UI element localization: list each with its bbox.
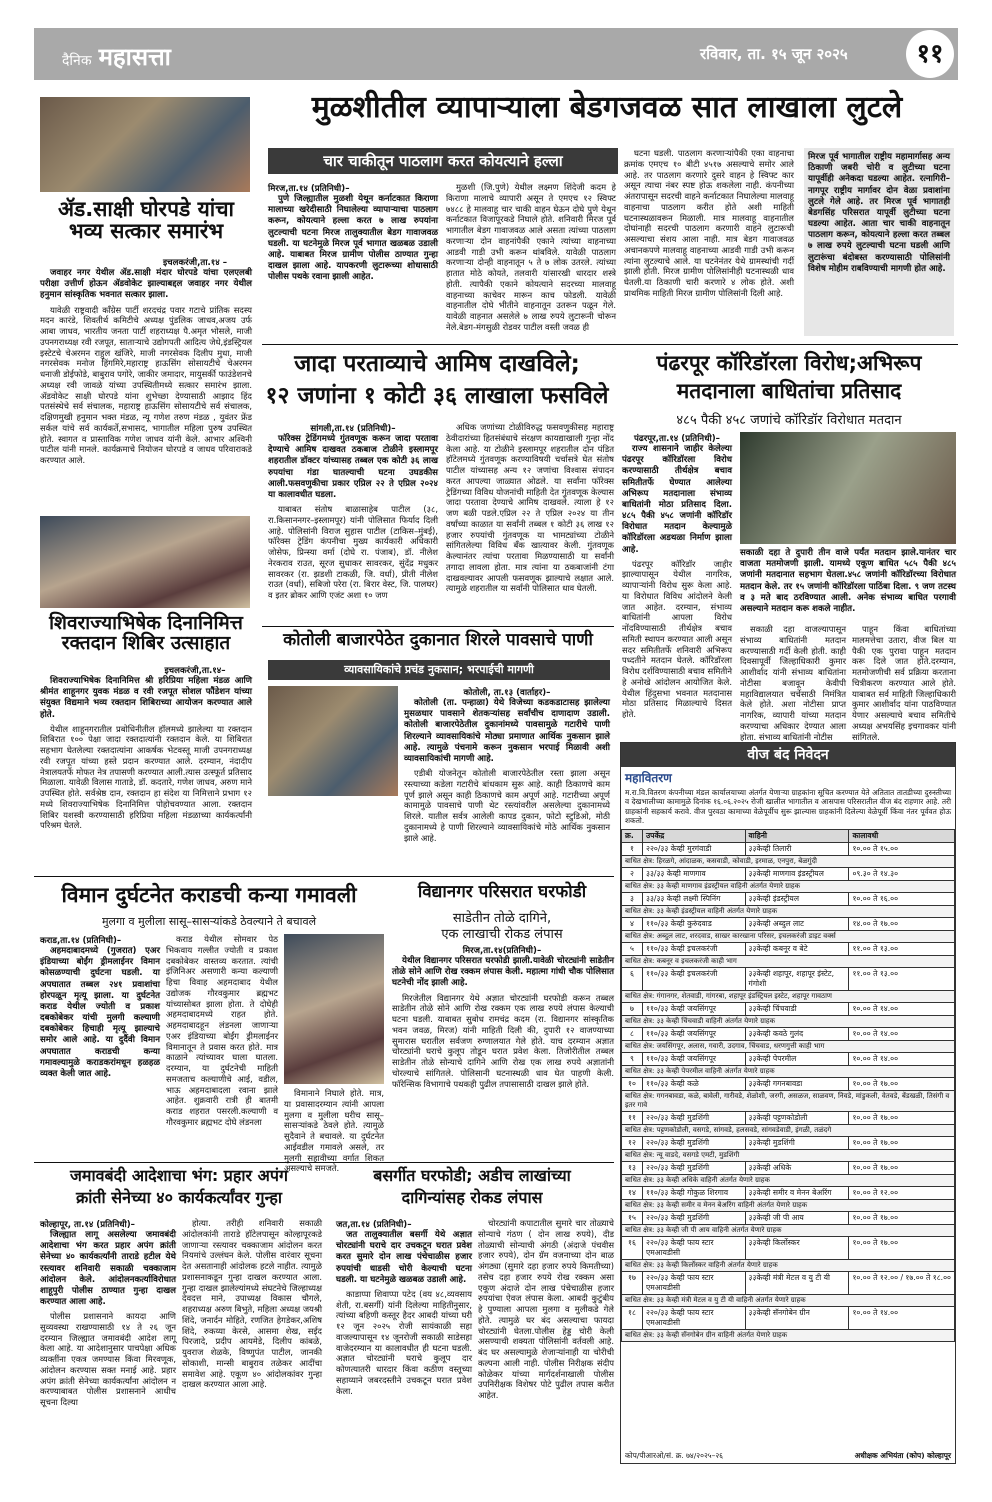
- row-number: ९: [622, 1052, 643, 1065]
- row-substation: ३३/३३ केव्ही माणगाव: [643, 867, 746, 880]
- row-number: २: [622, 867, 643, 880]
- row-duration: १०.०० ते १७.००: [849, 1077, 955, 1090]
- pandharpur-col-2: [740, 624, 846, 742]
- main-sidebar-text: मिरज पूर्व भागातील राष्ट्रीय महामार्गासह अन्य ठिकाणी जबरी चोरी व लुटीच्या घटना यापूर्वीही अनेकदा घडल्या आहेत. रत्नागिरी–नागपूर राष्ट्रीय मार्गावर दोन वेळा प्रवाशांना लुटले गेले आहे. तर मिरज पूर्व भागातही बेडगसिंह परिसरात यापूर्वी लुटीच्या घटना घडल्या आहेत. आता चार चाकी वाहनातून पाठलाग करून, कोयत्याने हल्ला करत तब्बल ७ लाख रुपये लुटल्याची घटना घडली आणि लुटारूंचा बंदोबस्त करण्यासाठी पोलिसांनी विशेष मोहीम राबविण्याची मागणी होत आहे.: [808, 152, 950, 274]
- row-affected-area: बाधित क्षेत्र: ३३ केव्ही जी पी आय वाहिनी अंतर्गत येणारे ग्राहक: [622, 1224, 955, 1236]
- pandharpur-text-1: पंढरपूर कॉरिडॉर जाहीर झाल्यापासून येथील नागरिक, व्यापाऱ्यांनी विरोध सुरू केला आहे. या विरोधात विविध आंदोलने केली जात आहेत. दरम्यान, संभाव्य बाधितांनी आपला विरोध नोंदविण्यासाठी तीर्थक्षेत्र बचाव समिती स्थापन करण्यात आली असून सदर समितीतर्फे शनिवारी अभिरूप पध्दतीने मतदान घेतले. कॉरिडॉरला विरोध दर्शविण्यासाठी बचाव समितीने हे अनोखे आंदोलन आयोजित केले. येथील हिंदुसभा भवनात मतदानास मोठा प्रतिसाद मिळाल्याचे दिसत होते.: [622, 558, 732, 720]
- row-affected-area: बाधित क्षेत्र: गगनबावडा, कळे, बावेली, गारीवडे, शेळोशी, जरगी, असळज, साळवण, निवडे, मांडुकली, वेतवडे, बेंडखळी, तिसंगी व इतर गावे: [622, 1090, 955, 1111]
- prahar-headline-1: जमावबंदी आदेशाचा भंग: प्रहार अपंग: [70, 1166, 288, 1185]
- main-text-2: घटना घडली. पाठलाग करणाऱ्यांपैकी एका वाहनाचा क्रमांक एमएच १० बीटी ४५१७ असल्याचे समोर आले आहे. तर पाठलाग करणारे दुसरे वाहन हे स्विफ्ट कार असून त्याचा नंबर स्पष्ट होऊ शकलेला नाही. कंपनीच्या अंतरापासून सदरची वाहने कर्नाटकात निघालेल्या मालवाहू वाहनाचा पाठलाग करीत होते अशी माहिती घटनास्थळावरून मिळाली. मात्र मालवाहू वाहनातील दोघांनाही सदरची पाठलाग करणारी वाहने लुटारूची असल्याचा संशय आला नाही. मात्र बेडग गावाजवळ अचानकपणे मालवाहू वाहनाच्या आडवी गाडी उभी करून त्यांना लुटल्याचे आले. या घटनेनंतर येथे ग्रामस्थांची गर्दी झाली होती. मिरज ग्रामीण पोलिसांनीही घटनास्थळी धाव घेतली.या ठिकाणी चारी करणारे ४ लोक होते. अशी प्राथमिक माहिती मिरज ग्रामीण पोलिसांनी दिली आहे.: [624, 148, 794, 298]
- power-table-area-row: [622, 1224, 955, 1236]
- power-table-area-row: [622, 905, 955, 917]
- burglary1-subhead-1: साडेतीन तोळे दागिने,: [452, 911, 552, 926]
- blood-dateline: इचलकरंजी,ता.१४–: [164, 666, 226, 676]
- row-number: १६: [622, 1236, 643, 1259]
- row-substation: ११०/३३ केव्ही जयसिंगपूर: [643, 1052, 746, 1065]
- burglary2-text-1: काडाप्पा शिवाप्पा पटेद (वय ४८,व्यवसाय शेती, रा.बसर्गी) यांनी दिलेल्या माहितीनुसार, त्यांच्या बहिणी कस्तूर हैदर आबदी यांच्या घरी १२ जून २०२५ रोजी सायंकाळी सहा वाजल्यापासून १४ जूनरोजी सकाळी साडेसहा वाजेदरम्यान या कालावधीत ही घटना घडली. अज्ञात चोरट्यांनी घराचे कुलूप दार कोणत्यातरी धारदार किंवा कठीण वस्तूच्या सहाय्याने जबरदस्तीने उचकटून घरात प्रवेश केला.: [336, 1288, 472, 1396]
- main-col-3: [624, 148, 794, 340]
- burglary2-col-2: [478, 1218, 614, 1470]
- plane-col-2: [166, 934, 278, 1156]
- prahar-headline-2: क्रांती सेनेच्या ४० कार्यकर्त्यांवर गुन्हा: [75, 1188, 282, 1207]
- row-feeder: ३३केव्ही अधिके: [745, 1161, 849, 1174]
- main-subhead: चार चाकीतून पाठलाग करत कोयत्याने हल्ला: [268, 148, 618, 174]
- row-duration: १०.०० ते १७.००: [849, 1236, 955, 1259]
- row-affected-area: बाधित क्षेत्र: ३३ केव्ही किर्लोस्कर वाहिनी अंतर्गत येणारे ग्राहक: [622, 1259, 955, 1271]
- sakshi-lead: जवाहर नगर येथील ॲड.साक्षी मंदार घोरपडे यांचा एलएलबी परीक्षा उत्तीर्ण होऊन ॲडवोकेट झाल्याबद्दल जवाहर नगर येथील हनुमान सांस्कृतिक भवनात सत्कार झाला.: [40, 268, 252, 301]
- burglary1-text: मिरजेतील विद्यानगर येथे अज्ञात चोरट्यांनी घरफोडी करून तब्बल साडेतीन तोळे सोने आणि रोख रक्कम एक लाख रुपये लंपास केल्याची घटना घडली. याबाबत सुबोध रामचंद्र कदम (रा. विद्यानगर सांस्कृतिक भवन जवळ, मिरज) यांनी माहिती दिली की, दुपारी १२ वाजण्याच्या सुमारास घरातील सर्वजण रुग्णालयात गेले होते. याच दरम्यान अज्ञात चोरट्यांनी घराचे कुलूप तोडून घरात प्रवेश केला. तिजोरीतील तब्बल साडेतीन तोळे सोन्याचे दागिने आणि रोख एक लाख रुपये अज्ञातांनी चोरल्याचे सांगितले. पोलिसानी घटनास्थळी धाव घेत पाहणी केली. फॉरेन्सिक विभागाचे पथकही पुढील तपासासाठी दाखल झाले होते.: [392, 992, 614, 1089]
- fraud-dateline: सांगली,ता.१४ (प्रतिनिधी)–: [310, 424, 396, 434]
- row-feeder: ३३केव्ही तिलारी: [745, 842, 849, 855]
- row-affected-area: बाधित क्षेत्र: ३३ केव्ही इंडस्ट्रीयल वाहिनी अंतर्गत येणारे ग्राहक: [622, 905, 955, 917]
- row-duration: १०.०० ते १४.००: [849, 1002, 955, 1015]
- burglary1-headline: विद्यानगर परिसरात घरफोडी: [417, 882, 587, 902]
- power-table-area-row: [622, 1149, 955, 1161]
- newspaper-name: [62, 40, 171, 73]
- blood-text: येथील शाहूनगरातील प्रबोधिनीतील हॉलमध्ये झालेल्या या रक्तदान शिबिरात १०० पेक्षा जादा रक्तदात्यांनी रक्तदान केले. या शिबिरात सहभाग घेतलेल्या रक्तदात्यांना आकर्षक भेटवस्तू माजी उपनगराध्यक्ष रवी रजपूत यांच्या हस्ते प्रदान करण्यात आले. दरम्यान, नंदादीप नेत्रालयतर्फे मोफत नेत्र तपासणी करण्यात आली.त्यास उत्स्फूर्त प्रतिसाद मिळाला. यावेळी विलास गाताडे, डॉ. कदतारे, गणेश जाधव, अरुण माने उपस्थित होते. सर्वश्रेष्ठ दान, रक्तदान हा संदेश या निमित्ताने प्रभाग १२ मध्ये शिवराज्याभिषेक दिनानिमित्त पोहोचवण्यात आला. रक्तदान शिबिर यशस्वी करण्यासाठी हरिप्रिया महिला मंडळाच्या कार्यकर्त्यांनी परिश्रम घेतले.: [40, 723, 252, 831]
- pandharpur-caption-text: सकाळी दहा ते दुपारी तीन वाजे पर्यंत मतदान झाले.यानंतर चार वाजता मतमोजणी झाली. यामध्ये एकूण बाधित ५८५ पैकी ४८५ जणांनी मतदानात सहभाग घेतला.४५८ जणांनी कॉरिडॉरच्या विरोधात मतदान केले. तर १५ जणांनी कॉरिडॉरला पाठिंबा दिला. ९ जण तटस्थ व ३ मते बाद ठरविण्यात आली. अनेक संभाव्य बाधित परगावी असल्याने मतदान करू शकले नाहीत.: [740, 548, 956, 614]
- burglary2-col-1: [336, 1230, 472, 1470]
- row-duration: ०९.३० ते १४.३०: [849, 867, 955, 880]
- main-col-2: [446, 182, 616, 340]
- row-affected-area: बाधित क्षेत्र: ३३ केव्ही मंत्री मेटल व यु टी यी वाहिनी अंतर्गत येणारे ग्राहक: [622, 1294, 955, 1306]
- row-feeder: ३३केव्ही मुडशिंगी: [745, 1136, 849, 1149]
- row-feeder: ३३केव्ही गगनबावडा: [745, 1077, 849, 1090]
- pandharpur-caption: [740, 548, 956, 620]
- col-duration: कालावधी: [849, 829, 955, 842]
- row-feeder: ३३केव्ही माणगाव इंडस्ट्रीयल: [745, 867, 849, 880]
- plane-lead: अहमदाबादमध्ये (गुजरात) एअर इंडियाच्या बोईंग ड्रीमलाईनर विमान कोसळण्याची दुर्घटना घडली. या अपघातात तब्बल २४१ प्रवाशांचा होरपळून मृत्यू झाला. या दुर्घटनेत कराड येथील ज्योती व प्रकाश दबकोबेकर यांची मुलगी कल्याणी दबकोबेकर हिचाही मृत्यू झाल्याचे समोर आले आहे. या दुर्दैवी विमान अपघातात कराडची कन्या गमावल्यामुळे कराडकरांमधून हळहळ व्यक्त केली जात आहे.: [40, 946, 160, 1079]
- row-number: ११: [622, 1111, 643, 1124]
- row-affected-area: बाधित क्षेत्र: कबनूर व इचलकरंजी काही भाग: [622, 955, 955, 967]
- main-headline: मुळशीतील व्यापाऱ्याला बेडगजवळ सात लाखाला लुटले: [311, 90, 903, 125]
- row-number: १५: [622, 1211, 643, 1224]
- power-table-area-row: [622, 1040, 955, 1052]
- burglary2-headline-2: दागिन्यांसह रोकड लंपास: [401, 1188, 543, 1207]
- power-table-row: [622, 1271, 955, 1294]
- sakshi-dateline: इचलकरंजी,ता.१४ –: [162, 258, 228, 268]
- row-duration: १०.०० ते १४.००: [849, 1306, 955, 1329]
- row-substation: ११०/३३ केव्ही इचलकरंजी: [643, 942, 746, 955]
- divider-4: [34, 1162, 614, 1163]
- prahar-text-1: पोलीस प्रशासनाने कायदा आणि सुव्यवस्था राखण्यासाठी १४ ते २६ जून दरम्यान जिल्ह्यात जमावबंदी आदेश लागू केला आहे. या आदेशानुसार पाचपेक्षा अधिक व्यक्तींना एकत्र जमण्यास किंवा मिरवणूक, आंदोलन करण्यास सक्त मनाई आहे. प्रहार अपंग क्रांती सेनेच्या कार्यकर्त्यांना आंदोलन न करण्याबाबत पोलीस प्रशासनाने आधीच सूचना दिल्या: [40, 1311, 176, 1408]
- row-duration: १०.०० ते १२.००: [849, 1186, 955, 1199]
- power-table-row: [622, 867, 955, 880]
- row-feeder: ३३केव्ही पेपरमील: [745, 1052, 849, 1065]
- power-table-row: [622, 1211, 955, 1224]
- power-table-row: [622, 967, 955, 990]
- row-substation: ११०/३३ केव्ही कुरुंदवाड: [643, 917, 746, 930]
- power-table-row: [622, 1161, 955, 1174]
- pandharpur-dateline: पंढरपूर,ता.१४ (प्रतिनिधी)–: [634, 434, 720, 444]
- row-affected-area: बाधित क्षेत्र: ३३ केव्ही अधिके वाहिनी अंतर्गत येणारे ग्राहक: [622, 1174, 955, 1186]
- row-duration: १०.०० ते १७.००: [849, 1136, 955, 1149]
- power-notice-box: [620, 742, 956, 1464]
- power-table-row: [622, 892, 955, 905]
- burglary1-body: [392, 956, 614, 1156]
- row-feeder: ३३केव्ही पट्टणकोडोली: [745, 1111, 849, 1124]
- row-substation: ११०/३३ केव्ही इचलकरंजी: [643, 967, 746, 990]
- power-notice-title: वीज बंद निवेदन: [621, 743, 955, 767]
- blood-camp-photo: [40, 516, 250, 608]
- plane-col-3: [284, 1088, 384, 1174]
- row-substation: २२०/३३ केव्ही फाय स्टार एमआयडीसी: [643, 1306, 746, 1329]
- row-affected-area: बाधित क्षेत्र: ३३ केव्ही चिंचवाडी वाहिनी अंतर्गत येणारे ग्राहक: [622, 1015, 955, 1027]
- kotoli-text: एडीबी योजनेतून कोतोली बाजारपेठेतील रस्ता झाला असून रस्त्याच्या कडेला गटारीचे बांधकाम सुरू आहे. काही ठिकाणचे काम पूर्ण झाले असून काही ठिकाणचे काम अपूर्ण आहे. गटारीच्या अपूर्ण कामामुळे पावसाचे पाणी थेट रस्त्यांवरील असलेल्या दुकानामध्ये शिरले. यातील सर्वत्र आलेली कापड दुकान, फोटो स्टुडिओ, मोठी दुकानामध्ये हे पाणी शिरल्याने व्यावसायिकांचे मोठे आर्थिक नुकसान झाले आहे.: [404, 768, 610, 843]
- kotoli-headline: कोतोली बाजारपेठेत दुकानात शिरले पावसाचे पाणी: [283, 630, 593, 650]
- main-col-1: [268, 194, 438, 340]
- blood-headline: शिवराज्याभिषेक दिनानिमित्त रक्तदान शिबिर उत्साहात: [49, 612, 243, 654]
- power-table-row: [622, 1077, 955, 1090]
- kotoli-photo: [268, 686, 398, 796]
- fraud-text-2: अधिक जणांच्या टोळीविरुद्ध फसवणुकीसह महाराष्ट्र ठेवीदारांच्या हितसंबंधाचे संरक्षण कायद्याखाली गुन्हा नोंद केला आहे. या टोळीने इस्लामपूर शहरातील दोन पंडित हॉटेलमध्ये गुंतवणूक करण्याविषयी चर्चासत्रे घेत संतोष पाटील यांच्यासह अन्य १२ जणांचा विश्वास संपादन करत आपल्या जाळ्यात ओढले. या सर्वांना फॉरेक्स ट्रेडिंगच्या विविध योजनांची माहिती देत गुंतवणूक केल्यास जादा परतावा देण्याचे आमिष दाखवले. त्याला हे १२ जण बळी पडले.एप्रिल २२ ते एप्रिल २०२४ या तीन वर्षांच्या काळात या सर्वांनी तब्बल १ कोटी ३६ लाख १२ हजार रुपयांची गुंतवणूक या भामट्यांच्या टोळीने सांगितलेल्या विविध बँक खात्यावर केली. गुंतवणूक केल्यानंतर त्यांचा परतावा मिळण्यासाठी या सर्वांनी तगादा लावला होता. मात्र त्यांना या ठकबाजांनी टंगा दाखवल्यावर आपली फसवणूक झाल्याचे लक्षात आले. त्यामुळे शहरातील या सर्वांनी पोलिसात धाव घेतली.: [446, 422, 614, 594]
- pandharpur-col-1: [622, 444, 732, 734]
- power-table-area-row: [622, 955, 955, 967]
- main-sidebar-box: [804, 148, 954, 336]
- row-affected-area: बाधित क्षेत्र: ३३ केव्ही पेपरमील वाहिनी अंतर्गत येणारे ग्राहक: [622, 1065, 955, 1077]
- power-table-row: [622, 1111, 955, 1124]
- page-number: ११: [906, 30, 954, 78]
- row-feeder: ३३केव्ही शहापूर, शहापूर इंस्टेट, गंगोशी: [745, 967, 849, 990]
- power-table-area-row: [622, 1174, 955, 1186]
- kotoli-dateline: कोतोली, ता.१३ (वार्ताहर)–: [463, 688, 551, 698]
- col-feeder: वाहिनी: [745, 829, 849, 842]
- pandharpur-photo: [740, 432, 956, 544]
- row-duration: ११.०० ते १३.००: [849, 967, 955, 990]
- power-notice-signatory: अधीक्षक अभियंता (कोप) कोल्हापूर: [854, 1451, 951, 1460]
- power-table-area-row: [622, 930, 955, 942]
- plane-col-1: [40, 946, 160, 1156]
- fraud-headline-1: जादा परताव्याचे आमिष दाखविले;: [294, 351, 580, 377]
- prahar-col-1: [40, 1230, 176, 1470]
- row-duration: १०.०० ते १७.००: [849, 1111, 955, 1124]
- row-number: ७: [622, 1002, 643, 1015]
- row-duration: १०.०० ते १४.००: [849, 1027, 955, 1040]
- row-duration: १४.०० ते १७.००: [849, 917, 955, 930]
- main-text-1: मुळशी (जि.पुणे) येथील लक्ष्मण शिंदेजी कदम हे किराणा मालाचे व्यापारी असून ते एमएच १२ स्विफ्ट ७४८८ हे मालवाहू चार चाकी वाहन घेऊन दोघे पुणे येथून कर्नाटकात विजापूरकडे निघाले होते. शनिवारी मिरज पूर्व भागातील बेडग गावाजवळ आले असता त्यांच्या पाठलाग करणाऱ्या दोन वाहनांपैकी एकाने त्यांच्या वाहनाच्या आडवी गाडी उभी करून थांबविले. यावेळी पाठलाग करणाऱ्या दोन्ही वाहनातून ५ ते ७ लोक उतरले. त्यांच्या हातात मोठे कोयते, तलवारी यांसारखी धारदार शस्त्रे होती. त्यापैकी एकाने कोयत्याने सदरच्या मालवाहू वाहनाच्या काचेवर मारून काच फोडली. यावेळी वाहनातील दोघे भीतीने वाहनातून उतरून पळून गेले. यावेळी वाहनात असलेले ७ लाख रुपये लुटारूनी चोरून नेले.बेडग-मंगसुळी रोडवर पाटील वस्ती जवळ ही: [446, 182, 616, 332]
- burglary1-lead: येथील विद्यानगर परिसरात घरफोडी झाली.यावेळी चोरट्यांनी साडेतीन तोळे सोने आणि रोख रक्कम लंपास केली. महात्मा गांधी चौक पोलिसात घटनेची नोंद झाली आहे.: [392, 956, 614, 989]
- pandharpur-col-3: [852, 624, 956, 742]
- row-feeder: ३३केव्ही किर्लोस्कर: [745, 1236, 849, 1259]
- prahar-dateline: कोल्हापूर, ता.१४ (प्रतिनिधी)–: [40, 1220, 135, 1230]
- row-number: ५: [622, 942, 643, 955]
- power-table-row: [622, 1052, 955, 1065]
- power-notice-table: [621, 829, 955, 1342]
- power-table-row: [622, 1027, 955, 1040]
- power-notice-ref: कोप/पीआरओ/सं. क्र. ७४/२०२५–२६: [625, 1451, 724, 1460]
- row-number: ३: [622, 892, 643, 905]
- kotoli-body: [404, 698, 610, 868]
- power-table-row: [622, 1236, 955, 1259]
- sakshi-body: [40, 268, 252, 510]
- power-table-row: [622, 1002, 955, 1015]
- power-table-row: [622, 942, 955, 955]
- row-substation: ११०/३३ केव्ही जयसिंगपूर: [643, 1002, 746, 1015]
- row-affected-area: बाधित क्षेत्र: जयसिंगपूर, अलास, गवारी, उदगाव, चिंचवाड, धरणगुत्ती काही भाग: [622, 1040, 955, 1052]
- prahar-lead: जिल्ह्यात लागू असलेल्या जमावबंदी आदेशाचा भंग करत प्रहार अपंग क्रांती सेनेच्या ४० कार्यकर्त्यांनी ताराडे हटील येथे रस्त्यावर शनिवारी सकाळी चक्काजाम आंदोलन केले. आंदोलनकर्त्याविरोधात शाहूपुरी पोलीस ठाण्यात गुन्हा दाखल करण्यात आला आहे.: [40, 1230, 176, 1308]
- blood-body: [40, 676, 252, 866]
- fraud-col-2: [446, 422, 614, 620]
- plane-subhead: मुलगा व मुलीला सासू–सासऱ्यांकडे ठेवल्याने ते बचावले: [101, 915, 317, 928]
- row-feeder: ३३केव्ही कबनूर व बेटे: [745, 942, 849, 955]
- plane-victim-photo: [284, 934, 384, 1084]
- power-table-area-row: [622, 1329, 955, 1341]
- main-dateline: मिरज,ता.१४ (प्रतिनिधी)–: [268, 184, 350, 194]
- row-affected-area: बाधित क्षेत्र: गंगानगर, शेतवाडी, गांगरबा, शहापूर इंडस्ट्रियल इस्टेट, शहापूर गावठाण: [622, 990, 955, 1002]
- row-number: १२: [622, 1136, 643, 1149]
- pandharpur-headline-2: मतदानाला बाधितांचा प्रतिसाद: [676, 379, 902, 403]
- power-table-area-row: [622, 990, 955, 1002]
- row-number: ४: [622, 917, 643, 930]
- pandharpur-text-2: सकाळी दहा वाजल्यापासून संभाव्य बाधितांनी मतदान करण्यासाठी गर्दी केली होती. काही दिवसापूर्वी जिल्हाधिकारी कुमार आशीर्वाद यांनी संभाव्य बाधितांना नोटीसा बजावून केवीपी महाविद्यालयात चर्चेसाठी निमंत्रित केले होते. अशा नोटीसा प्राप्त नागरिक, व्यापारी यांच्या मतदान करण्याचा अधिकार देण्यात आला होता. संभाव्य बाधितांनी नोटीस: [740, 624, 846, 742]
- prahar-col-2: [182, 1218, 322, 1470]
- row-duration: ११.०० ते १३.००: [849, 942, 955, 955]
- divider-3: [34, 876, 614, 877]
- row-affected-area: बाधित क्षेत्र: पट्टणकोडोली, वसगडे, सांगवडे, हलसवडे, सांगवडेवाडी, इंगळी, तळंदगे: [622, 1124, 955, 1136]
- row-substation: २२०/३३ केव्ही फाय स्टार एमआयडीसी: [643, 1271, 746, 1294]
- burglary2-text-2: चोरट्यांनी कपाटातील सुमारे चार तोळ्याचे सोन्याचे गंठण ( दोन लाख रुपये), दीड तोळ्याची सोन्याची अंगठी (अंदाजे पंचवीस हजार रुपये), दोन ग्रॅम वजनाच्या दोन बाळ अंगठ्या (सुमारे दहा हजार रुपये किमतीच्या) तसेच दहा हजार रुपये रोख रक्कम असा एकूण अंदाजे दोन लाख पंचेचाळीस हजार रुपयांचा ऐवज लंपास केला. आबदी कुटुंबीय हे पुण्याला आपला मुलगा व मुलीकडे गेले होते. त्यामुळे घर बंद असल्याचा फायदा चोरट्यांनी घेतला.पोलीस हेड्ड चोरी केली असण्याची शक्यता पोलिसांनी वर्तवली आहे. बंद घर असल्यामुळे शेजाऱ्यांनाही या चोरीची कल्पना आली नाही. पोलीस निरीक्षक संदीप कोळेकर यांच्या मार्गदर्शनाखाली पोलीस उपनिरीक्षक विशेषर पोटे पुढील तपास करीत आहेत.: [478, 1218, 614, 1400]
- sakshi-photo: [40, 97, 250, 192]
- row-affected-area: बाधित क्षेत्र: हिरळगे, आंदाळक, कसवाडी, कोवाडी, इरमाळ, एनपुरा, बेळगुंदी: [622, 855, 955, 867]
- row-affected-area: बाधित क्षेत्र: ३३ केव्ही सॅनगोबेन ग्रीन वाहिनी अंतर्गत येणारे ग्राहक: [622, 1329, 955, 1341]
- main-lead: पुणे जिल्ह्यातील मुळशी येथून कर्नाटकात किराणा मालाच्या खरेदीसाठी निघालेल्या व्यापाऱ्याचा पाठलाग करून, कोयत्याने हल्ला करत ७ लाख रुपयांना लुटल्याची घटना मिरज तालुक्यातील बेडग गावाजवळ घडली. या घटनेमुळे मिरज पूर्व भागात खळबळ उडाली आहे. याबाबत मिरज ग्रामीण पोलीस ठाण्यात गुन्हा दाखल झाला आहे. यापकरणी लुटारूच्या शोधासाठी पोलीस पथके रवाना झाली आहेत.: [268, 194, 438, 283]
- brand-title: महासत्ता: [98, 43, 171, 71]
- row-substation: ११०/३३ केव्ही गोकुळ शिरगाव: [643, 1186, 746, 1199]
- kotoli-subhead: व्यावसायिकांचे प्रचंड नुकसान; भरपाईची मागणी: [268, 660, 610, 680]
- plane-dateline: कराड,ता.१४ (प्रतिनिधी)–: [40, 936, 122, 946]
- sakshi-text: यावेळी राष्ट्रवादी कॉंग्रेस पार्टी शरदचंद्र पवार गटाचे प्रांतिक सदस्य मदन कारंडे, शिवतीर्थ कमिटीचे अध्यक्ष पुंडलिक जाधव,अजय उर्फ आबा जाधव, भारतीय जनता पार्टी शहराध्यक्ष पै.अमृत भोसले, माजी उपनगराध्यक्ष रवी रजपूत, साताऱ्याचे उद्योगपती आदित्य जेधे,इंडस्ट्रियल इस्टेटचे चेअरमन राहुल खंजिरे, माजी नगरसेवक दिलीप मुधा, माजी नगरसेवक मनोज हिंगमिरे,महाराष्ट्र हाऊसिंग सोसायटीचे चेअरमन धनाजी डोईफोडे, बाबुराव पगोरे, जाकीर जमादार, मायुसर्की फाउंडेशनचे अध्यक्ष रवी जावळे यांच्या उपस्थितीमध्ये सत्कार समारंभ झाला. ॲडवोकेट साक्षी घोरपडे यांना शुभेच्छा देण्यासाठी आझाद हिंद पतसंस्थेचे सर्व संचालक, महाराष्ट्र हाऊसिंग सोसायटीचे सर्व संचालक, दक्षिणमुखी हनुमान भक्त मंडळ, न्यू गणेश तरुण मंडळ , युवंतर फ्रेंड सर्कल यांचे सर्व कार्यकर्ते,सभासद, भागातील महिला पुरुष उपस्थित होते. स्वागत व प्रास्ताविक गणेश जाधव यांनी केले. आभार अश्विनी पाटील यांनी मानले. कार्यक्रमाचे नियोजन घोरपडे व जाधव परिवाराकडे करण्यात आले.: [40, 304, 252, 466]
- row-number: ६: [622, 967, 643, 990]
- plane-text-1: कराड येथील सोमवार पेठ भिकवाय गल्लीत ज्योती व प्रकाश दबकोबेकर वास्तव्य करतात. त्यांची इंजिनिअर असणारी कन्या कल्याणी हिचा विवाह अहमदाबाद येथील उद्योजक गौरवकुमार ब्रह्मभट यांच्यासोबत झाला होता. ते दोघेही अहमदाबादमध्ये राहत होते. अहमदाबादहून लंडनला जाणाऱ्या एअर इंडियाच्या बोईंग ड्रीमलाईनर विमानातून ते प्रवास करत होते. मात्र काळाने त्यांच्यावर घाला घातला. दरम्यान, या दुर्घटनेची माहिती समजताच कल्याणीचे आई, वडील, भाऊ अहमदाबादला रवाना झाले आहेत. शुक्रवारी रात्री ही बातमी कराड शहरात पसरली.कल्याणी व गौरवकुमार ब्रह्मभट दोघे लंडनला: [166, 934, 278, 1127]
- power-table-area-row: [622, 880, 955, 892]
- burglary2-lead: जत तालुक्यातील बसर्गी येथे अज्ञात चोरट्यांनी घराचे दार उचकटून घरात प्रवेश करत सुमारे दोन लाख पंचेचाळीस हजार रुपयांची धाडसी चोरी केल्याची घटना घडली. या घटनेमुळे खळबळ उडाली आहे.: [336, 1230, 472, 1285]
- col-substation: उपकेंद्र: [643, 829, 746, 842]
- prahar-text-2: होत्या. तरीही शनिवारी सकाळी आंदोलकांनी ताराडे हॉटेलपासून कोल्हापूरकडे जाणाऱ्या रस्त्यावर चक्काजाम आंदोलन करत नियमांचे उल्लंघन केले. पोलीस वारंवार सूचना देत असतानाही आंदोलक हटले नाहीत. त्यामुळे प्रशासनाकडून गुन्हा दाखल करण्यात आला. गुन्हा दाखल झालेल्यांमध्ये संघटनेचे जिल्हाध्यक्ष देवदत्त माने, उपाध्यक्ष विकास चौगले, शहराध्यक्ष अरुण बिभुते, महिला अध्यक्ष जयश्री शिंदे, जनार्दन मोहिते, रणजित हेगडेकर,अशिष शिंदे, रुकय्या केरसे, आसमा शेख, सईद पिरजादे, प्रदीप आयमेडे, दिलीप कांबळे, युवराज शेळके, विष्णुपंत पाटील, जानकी सोकाशी, मान्सी बाबुराव तळेकर आदींचा समावेश आहे. एकूण ४० आंदोलकांवर गुन्हा दाखल करण्यात आला आहे.: [182, 1218, 322, 1390]
- row-duration: १०.०० ते १४.००: [849, 1052, 955, 1065]
- power-table-area-row: [622, 1065, 955, 1077]
- row-duration: १०.०० ते १२.०० / १७.०० ते १८.००: [849, 1271, 955, 1294]
- kotoli-lead: कोतोली (ता. पन्हाळा) येथे विजेच्या कडकडाटासह झालेल्या मुसळधार पावसाने शेतकऱ्यांसह सर्वांचीच दाणादाण उडाली. कोतोली बाजारपेठेतील दुकानांमध्ये पावसामुळे गटारीचे पाणी शिरल्याने व्यावसायिकांचे मोठ्या प्रमाणात आर्थिक नुकसान झाले आहे. त्यामुळे पंचनामे करून नुकसान भरपाई मिळावी अशी व्यावसायिकांची मागणी आहे.: [404, 698, 610, 764]
- row-feeder: ३३केव्ही कवठे गुलंद: [745, 1027, 849, 1040]
- power-notice-intro: म.रा.वि.वितरण कंपनीच्या मंडल कार्यालयाच्या अंतर्गत येणाऱ्या ग्राहकांना सूचित करण्यात येते अतितात तातडीच्या दुरुस्तीच्या व देखभालीच्या कामामुळे दिनांक १६.०६.२०२५ रोजी खालील भागातील व आसपास परिसरातील वीज बंद राहणार आहे. तरी ग्राहकांनी सहकार्य करावे. वीज पुरवठा कामाच्या वेळेपूर्वीच सुरू झाल्यास ग्राहकांनी दिलेल्या वेळेपूर्वी किंवा नंतर पूर्ववत होऊ शकतो.: [625, 788, 951, 826]
- row-duration: १०.०० ते १७.००: [849, 1161, 955, 1174]
- pandharpur-lead: राज्य शासनाने जाहीर केलेल्या पंढरपूर कॉरिडॉरला विरोध करण्यासाठी तीर्थक्षेत्र बचाव समितीतर्फे घेण्यात आलेल्या अभिरूप मतदानाला संभाव्य बाधितांनी मोठा प्रतिसाद दिला. ४८५ पैकी ४५८ जणांनी कॉरिडॉर विरोधात मतदान केल्यामुळे कॉरिडॉरला अडथळा निर्माण झाला आहे.: [622, 444, 732, 555]
- row-feeder: ३३केव्ही सॅनगोबेन ग्रीन: [745, 1306, 849, 1329]
- row-substation: २२०/३३ केव्ही मुडशिंगी: [643, 1161, 746, 1174]
- fraud-headline-2: १२ जणांना १ कोटी ३६ लाखाला फसविले: [265, 383, 609, 409]
- blood-lead: शिवराज्याभिषेक दिनानिमित्त श्री हरिप्रिया महिला मंडळ आणि श्रीमंत शाहूनगर युवक मंडळ व रवी रजपूत सोशल फौंडेशन यांच्या संयुक्त विद्यमाने भव्य रक्तदान शिबिराच्या आयोजन करण्यात आले होते.: [40, 676, 252, 720]
- row-substation: २२०/३३ केव्ही मुरगंवाडी: [643, 842, 746, 855]
- sakshi-headline: ॲड.साक्षी घोरपडे यांचा भव्य सत्कार समारंभ: [57, 197, 234, 244]
- pandharpur-subhead: ४८५ पैकी ४५८ जणांचे कॉरिडॉर विरोधात मतदान: [676, 413, 902, 428]
- row-feeder: ३३केव्ही मंत्री मेटल व यु टी यी: [745, 1271, 849, 1294]
- power-table-area-row: [622, 1199, 955, 1211]
- power-table-row: [622, 917, 955, 930]
- row-number: १४: [622, 1186, 643, 1199]
- row-number: ८: [622, 1027, 643, 1040]
- row-feeder: ३३केव्ही चिंचवाडी: [745, 1002, 849, 1015]
- row-affected-area: बाधित क्षेत्र: ३३ केव्ही माणगाव इंडस्ट्रीयल वाहिनी अंतर्गत येणारे ग्राहक: [622, 880, 955, 892]
- issue-date: रविवार, ता. १५ जून २०२५: [700, 45, 848, 63]
- row-feeder: ३३केव्ही जी पी आय: [745, 1211, 849, 1224]
- row-number: १: [622, 842, 643, 855]
- power-table-area-row: [622, 1259, 955, 1271]
- row-substation: २२०/३३ केव्ही फाय स्टार एमआयडीसी: [643, 1236, 746, 1259]
- burglary2-dateline: जत,ता.१४ (प्रतिनिधी)–: [336, 1220, 412, 1230]
- row-number: १७: [622, 1271, 643, 1294]
- power-table-row: [622, 842, 955, 855]
- row-substation: ११०/३३ केव्ही कळे: [643, 1077, 746, 1090]
- plane-headline: विमान दुर्घटनेत कराडची कन्या गमावली: [61, 883, 357, 907]
- row-duration: १०.०० ते १६.००: [849, 892, 955, 905]
- power-table-row: [622, 1306, 955, 1329]
- row-substation: २२०/३३ केव्ही मुडशिंगी: [643, 1136, 746, 1149]
- row-substation: ११०/३३ केव्ही जयसिंगपूर: [643, 1027, 746, 1040]
- brand-prefix: दैनिक: [62, 53, 92, 69]
- row-duration: १०.०० ते १५.००: [849, 842, 955, 855]
- plane-text-2: विमानाने निघाले होते. मात्र, या प्रवासादरम्यान त्यांनी आपला मुलगा व मुलीला घरीच सासू–सासऱ्यांकडे ठेवले होते. त्यामुळे सुदैवाने ते बचावले. या दुर्घटनेत आईवडील गमावले असले, तर मुलगी सहावीच्या वर्गात शिकत असल्याचे समजते.: [284, 1088, 384, 1174]
- row-number: १०: [622, 1077, 643, 1090]
- row-number: १३: [622, 1161, 643, 1174]
- row-feeder: ३३केव्ही इंडस्ट्रीयल: [745, 892, 849, 905]
- fraud-lead: फॉरेक्स ट्रेडिंगमध्ये गुंतवणूक करून जादा परतावा देण्याचे आमिष दाखवत ठकबाज टोळीने इस्लामपूर शहरातील डॉक्टर यांच्यासह तब्बल एक कोटी ३६ लाख रुपयांचा गंडा घातल्याची घटना उघडकीस आली.फसवणुकीचा प्रकार एप्रिल २२ ते एप्रिल २०२४ या कालावधीत घडला.: [268, 434, 438, 500]
- power-table-area-row: [622, 1124, 955, 1136]
- pandharpur-headline-1: पंढरपूर कॉरिडॉरला विरोध;अभिरूप: [656, 351, 922, 375]
- divider-2: [262, 626, 614, 627]
- row-affected-area: बाधित क्षेत्र: ३३ केव्ही समीर व मेनन बेअरिंग वाहिनी अंतर्गत येणारे ग्राहक: [622, 1199, 955, 1211]
- row-feeder: ३३केव्ही समीर व मेनन बेअरिंग: [745, 1186, 849, 1199]
- power-table-area-row: [622, 1294, 955, 1306]
- power-table-body: [622, 842, 955, 1341]
- fraud-text-1: याबाबत संतोष बाळासाहेब पाटील (३८, रा.किसाननगर–इस्लामपूर) यांनी पोलिसात फिर्याद दिली आहे. पोलिसांनी विराज सुहास पाटील (टाकिस–मुंबई), फॉरेक्स ट्रेडिंग कंपनीचा मुख्य कार्यकारी अधिकारी जोसेफ, प्रिन्स्या वर्मा (दोघे रा. पंजाब), डॉ. नीलेश नेरकराव राउत, सूरज सुधाकर सावरकर, सुंदेंद्र मधुकर सावरकर (रा. झडशी टाकळी, जि. वर्धा), प्रीती नीलेश राउत (वर्धा), सबिजो परेरा (रा. बिरार वेस्ट, जि. पालघर) व इतर ब्रोकर आणि एजंट अशा १० जण: [268, 504, 438, 601]
- row-feeder: ३३केव्ही अब्दुल लाट: [745, 917, 849, 930]
- power-table-area-row: [622, 1090, 955, 1111]
- row-number: १८: [622, 1306, 643, 1329]
- row-affected-area: बाधित क्षेत्र: अब्दुल लाट, शरदवाड, साखर कारखाना परिसर, इचलकरंजी डाइट वर्क्स: [622, 930, 955, 942]
- row-substation: २२०/३३ केव्ही मुडशिंगी: [643, 1111, 746, 1124]
- fraud-col-1: [268, 434, 438, 620]
- power-table-row: [622, 1186, 955, 1199]
- col-number: क्र.: [622, 829, 643, 842]
- burglary1-dateline: मिरज,ता.१४(प्रतिनिधी)–: [462, 946, 542, 956]
- burglary2-headline-1: बसर्गीत घरफोडी; अडीच लाखांच्या: [373, 1166, 571, 1185]
- row-affected-area: बाधित क्षेत्र: न्यू वाडदे, वसगडे एमटी, मुडशिंगी: [622, 1149, 955, 1161]
- pandharpur-text-3: पाहून किंवा बाधितांच्या मालमत्तेचा उतारा, वीज बिल या पैकी एक पुरावा पाहून मतदान करू दिले जात होते.दरम्यान, मतमोजणीची सर्व प्रक्रिया करताना चित्रीकरण करण्यात आले होते. याबाबत सर्व माहिती जिल्हाधिकारी कुमार आशीर्वाद यांना पाठविण्यात येणार असल्याचे बचाव समितीचे अध्यक्ष अभयसिंह इचगावकर यांनी सांगितले.: [852, 624, 956, 742]
- mahavitaran-logo: महावितरण: [625, 771, 672, 785]
- row-duration: १०.०० ते १७.००: [849, 1211, 955, 1224]
- row-substation: ३३/३३ केव्ही लक्ष्मी स्पिनिंग: [643, 892, 746, 905]
- row-substation: २२०/३३ केव्ही मुडशिंगी: [643, 1211, 746, 1224]
- power-table-area-row: [622, 855, 955, 867]
- power-table-header: [622, 829, 955, 842]
- divider-1: [262, 344, 958, 345]
- power-table-row: [622, 1136, 955, 1149]
- power-table-area-row: [622, 1015, 955, 1027]
- burglary1-subhead-2: एक लाखाची रोकड लंपास: [441, 927, 563, 942]
